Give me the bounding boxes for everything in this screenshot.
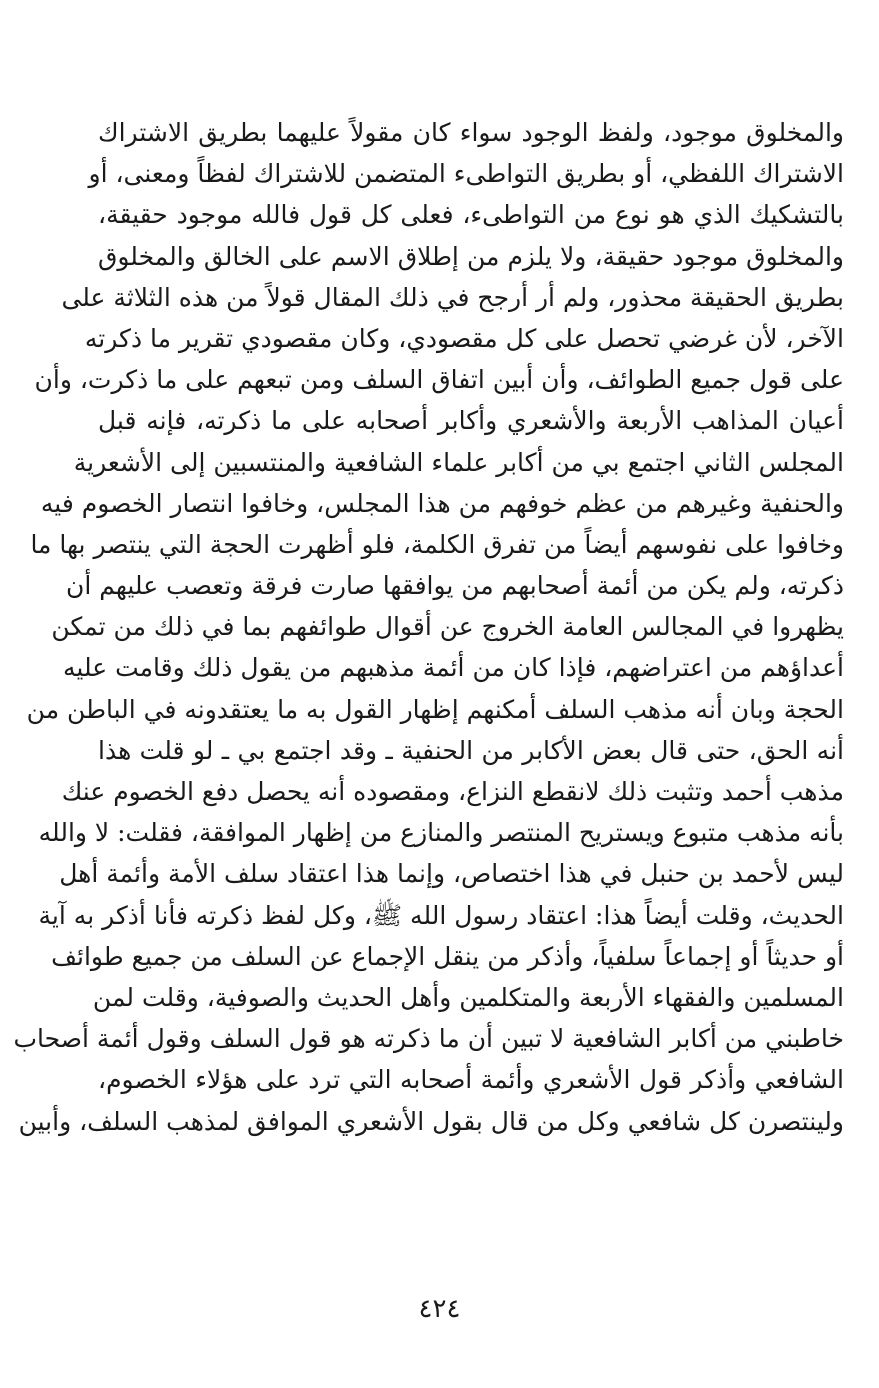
text-line-4: والمخلوق موجود حقيقة، ولا يلزم من إطلاق الاسم على الخالق والمخلوق bbox=[98, 241, 844, 271]
text-line-5: بطريق الحقيقة محذور، ولم أر أرجح في ذلك المقال قولاً من هذه الثلاثة على bbox=[61, 282, 844, 312]
text-line-2: الاشتراك اللفظي، أو بطريق التواطىء المتضمن للاشتراك لفظاً ومعنى، أو bbox=[88, 159, 844, 189]
text-line-21: أو حديثاً أو إجماعاً سلفياً، وأذكر من ينقل الإجماع عن السلف من جميع طوائف bbox=[51, 941, 844, 971]
text-line-17: مذهب أحمد وتثبت ذلك لانقطع النزاع، ومقصوده أنه يحصل دفع الخصوم عنك bbox=[61, 777, 844, 806]
text-line-16: أنه الحق، حتى قال بعض الأكابر من الحنفية ـ وقد اجتمع بي ـ لو قلت هذا bbox=[98, 735, 844, 765]
text-line-1: والمخلوق موجود، ولفظ الوجود سواء كان مقولاً عليهما بطريق الاشتراك bbox=[98, 118, 844, 147]
text-line-10: والحنفية وغيرهم من عظم خوفهم من هذا المجلس، وخافوا انتصار الخصوم فيه bbox=[40, 488, 844, 518]
text-line-18: بأنه مذهب متبوع ويستريح المنتصر والمنازع من إظهار الموافقة، فقلت: لا والله bbox=[38, 818, 844, 848]
text-line-13: يظهروا في المجالس العامة الخروج عن أقوال طوائفهم بما في ذلك من تمكن bbox=[51, 612, 844, 642]
text-line-11: وخافوا على نفوسهم أيضاً من تفرق الكلمة، فلو أظهرت الحجة التي ينتصر بها ما bbox=[30, 529, 844, 559]
body-text bbox=[13, 112, 844, 1142]
text-line-19: ليس لأحمد بن حنبل في هذا اختصاص، وإنما هذا اعتقاد سلف الأمة وأئمة أهل bbox=[59, 859, 844, 889]
text-line-24: الشافعي وأذكر قول الأشعري وأئمة أصحابه التي ترد على هؤلاء الخصوم، bbox=[98, 1065, 844, 1095]
text-line-23: خاطبني من أكابر الشافعية لا تبين أن ما ذكرته هو قول السلف وقول أئمة أصحاب bbox=[13, 1024, 844, 1054]
text-line-8: أعيان المذاهب الأربعة والأشعري وأكابر أصحابه على ما ذكرته، فإنه قبل bbox=[98, 406, 844, 436]
text-line-9: المجلس الثاني اجتمع بي من أكابر علماء الشافعية والمنتسبين إلى الأشعرية bbox=[73, 447, 844, 477]
page-number: ٤٢٤ bbox=[418, 1294, 461, 1324]
text-line-6: الآخر، لأن غرضي تحصل على كل مقصودي، وكان مقصودي تقرير ما ذكرته bbox=[84, 323, 844, 353]
text-line-12: ذكرته، ولم يكن من أئمة أصحابهم من يوافقها صارت فرقة وتعصب عليهم أن bbox=[65, 571, 844, 601]
text-line-15: الحجة وبان أنه مذهب السلف أمكنهم إظهار القول به ما يعتقدونه في الباطن من bbox=[26, 694, 844, 724]
text-line-22: المسلمين والفقهاء الأربعة والمتكلمين وأهل الحديث والصوفية، وقلت لمن bbox=[92, 982, 844, 1012]
text-line-3: بالتشكيك الذي هو نوع من التواطىء، فعلى كل قول فالله موجود حقيقة، bbox=[98, 200, 844, 230]
text-line-14: أعداؤهم من اعتراضهم، فإذا كان من أئمة مذهبهم من يقول ذلك وقامت عليه bbox=[63, 653, 844, 683]
text-line-20: الحديث، وقلت أيضاً هذا: اعتقاد رسول الله ﷺ، وكل لفظ ذكرته فأنا أذكر به آية bbox=[38, 900, 844, 930]
text-line-25: ولينتصرن كل شافعي وكل من قال بقول الأشعري الموافق لمذهب السلف، وأبين bbox=[18, 1106, 844, 1136]
text-line-7: على قول جميع الطوائف، وأن أبين اتفاق السلف ومن تبعهم على ما ذكرت، وأن bbox=[34, 365, 844, 395]
